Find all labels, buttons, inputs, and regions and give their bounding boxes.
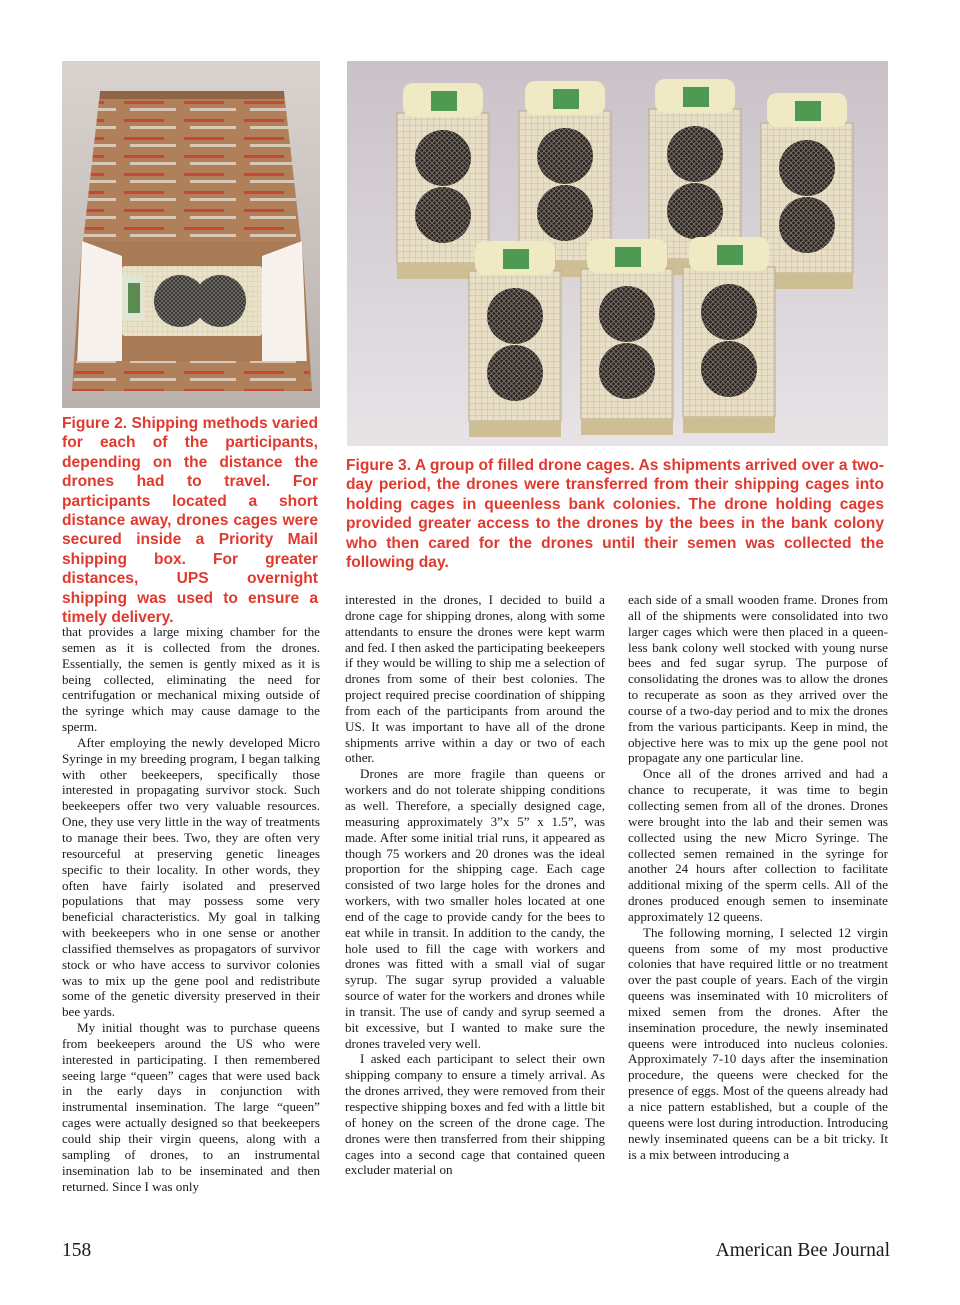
middle-paragraph-3: I asked each participant to select their own shipping company to ensure a timely arrival. As the drones arrived, they were removed from their respective shipping boxes and fed with a little bit of honey on the screen of the drone cage. The drones were then transferred from their shipping cages into a second cage that contained queen excluder material on [345,1051,605,1178]
middle-paragraph-1: interested in the drones, I decided to build a drone cage for shipping drones, along with some attendants to ensure the drones were kept warm and fed. I then asked the participating beekeepers if they would be willing to ship me a selection of drones from some of their best colonies. The project required precise coordination of shipping from each of the participants from around the US. It was important to have all of the drone shipments arrive within a day or two of each other. [345,592,605,766]
left-paragraph-3: My initial thought was to purchase queens from beekeepers around the US who were interested in participating. I then remembered seeing large “queen” cages that were used back in the early days in conjunction with instrumental insemination. The large “queen” cages were actually designed so that beekeepers could ship their virgin queens, along with a sampling of drones, to an instrumental insemination lab to be inseminated and then returned. Since I was only [62,1020,320,1194]
body-column-middle [345,592,605,1178]
figure-3-caption: Figure 3. A group of filled drone cages. As shipments arrived over a two-day period, the drones were transferred from their shipping cages into holding cages in queenless bank colonies. The drone holding cages provided greater access to the drones by the bees in the bank colony who then cared for the drones until their semen was collected the following day. [346,457,884,572]
figure-2-caption: Figure 2. Shipping methods varied for each of the participants, depending on the distance the drones had to travel. For participants located a short distance away, drones cages were secured inside a Priority Mail shipping box. For greater distances, UPS overnight shipping was used to ensure a timely delivery. [62,415,318,627]
drone-cages-illustration [347,61,888,446]
figure-3-photo [347,61,888,446]
middle-paragraph-2: Drones are more fragile than queens or workers and do not tolerate shipping conditions as well. Therefore, a specially designed cage, measuring approximately 3”x 5” x 1.5”, was made. After some initial trial runs, it appeared as though 75 workers and 20 drones was the ideal proportion for the shipping cage. Each cage consisted of two large holes for the drones and workers, with two smaller holes located at one end of the cage to provide candy for the bees to eat while in transit. In addition to the candy, the hole used to fill the cage with workers and drones was fitted with a small vial of sugar syrup. The sugar syrup provided a valuable source of water for the workers and drones while in transit. The use of candy and syrup seemed a bit excessive, but I wanted to make sure the drones traveled very well. [345,766,605,1051]
journal-name: American Bee Journal [715,1240,890,1261]
right-paragraph-1: each side of a small wooden frame. Drones from all of the shipments were consolidated into two larger cages which were then placed in a queen-less bank colony well stocked with young nurse bees and fed sugar syrup. The purpose of consolidating the drones was to allow the drones to recuperate as soon as they arrived over the course of a two-day period and to mix the drones from the various participants. Keep in mind, the objective here was to mix up the gene pool not propagate any one particular line. [628,592,888,766]
left-paragraph-2: After employing the newly developed Micro Syringe in my breeding program, I began talking with other beekeepers, specifically those interested in propagating survivor stock. Such beekeepers offer two very valuable resources. One, they use very little in the way of treatments to manage their bees. Two, they are often very resourceful at preserving genetic lineages specific to their locality. In other words, they often have fairly isolated and preserved populations that may possess some very beneficial characteristics. My goal in talking with beekeepers who in one sense or another classified themselves as propagators of survivor stock or who have access to survivor colonies was to mix up the gene pool and redistribute some of the genetic diversity preserved in their bee yards. [62,734,320,1020]
left-paragraph-1: that provides a large mixing chamber for the semen as it is collected from the drones. Essentially, the semen is gently mixed as it is being collected, eliminating the need for centrifugation or mechanical mixing outside of the syringe which may cause damage to the sperm. [62,624,320,735]
right-paragraph-2: Once all of the drones arrived and had a chance to recuperate, it was time to begin collecting semen from all of the drones. Drones were brought into the lab and their semen was collected using the new Micro Syringe. The collected semen remained in the syringe for another 24 hours after collection to facilitate additional mixing of the sperm cells. All of the drones produced enough semen to inseminate approximately 12 queens. [628,766,888,924]
shipping-box-illustration [62,61,320,408]
right-paragraph-3: The following morning, I selected 12 virgin queens from some of my most productive colonies that have required little or no treatment over the past couple of years. Each of the virgin queens was inseminated with 10 microliters of mixed semen from the drones. After the insemination procedure, the newly inseminated queens were introduced into nucleus colonies. Approximately 7-10 days after the insemination procedure, the queens were checked for the presence of eggs. Most of the queens already had a nice pattern established, but a couple of the queens were lost during introduction. Introducing newly inseminated queens can be a bit tricky. It is a mix between introducing a [628,924,888,1162]
page-number: 158 [62,1240,92,1261]
body-column-left [62,624,320,1194]
body-column-right [628,592,888,1162]
figure-2-photo [62,61,320,408]
